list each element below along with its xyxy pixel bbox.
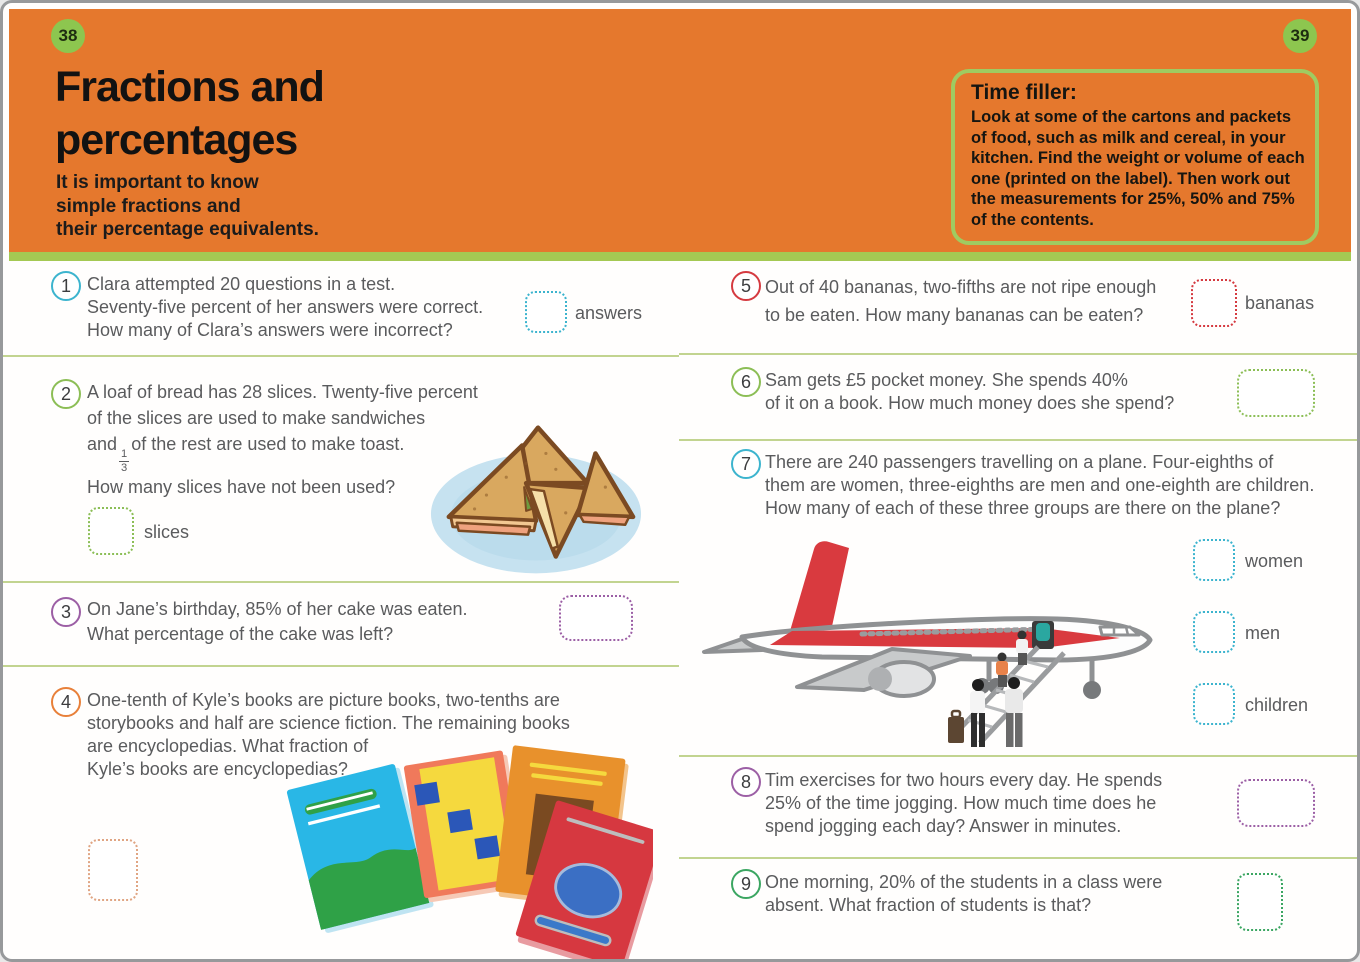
question-line: How many of each of these three groups are there on the plane? (765, 498, 1281, 518)
answer-box-q2[interactable] (88, 507, 134, 555)
fraction-pre-text: and (87, 434, 118, 454)
question-number: 5 (740, 275, 751, 296)
time-filler-line: of food, such as milk and cereal, in your (971, 128, 1286, 147)
time-filler-line: Look at some of the cartons and packets (971, 108, 1291, 126)
fraction-numerator: 1 (119, 449, 129, 462)
question-2-text (87, 379, 478, 500)
header-band (9, 9, 1351, 252)
question-line: to be eaten. How many bananas can be eaten? (765, 305, 1144, 325)
tail-fin (790, 541, 849, 631)
question-8-text (765, 769, 1162, 838)
time-filler-line: of the contents. (971, 210, 1094, 229)
question-5-text (765, 273, 1156, 329)
question-1-text (87, 273, 483, 342)
question-3-text (87, 597, 468, 647)
question-7-number-badge (731, 449, 761, 479)
question-7-text (765, 451, 1314, 520)
question-line: How many of Clara’s answers were incorrect? (87, 320, 453, 340)
question-line: are encyclopedias. What fraction of (87, 736, 369, 756)
question-line: Seventy-five percent of her answers were correct. (87, 297, 484, 317)
divider (3, 581, 679, 583)
answer-box-label-q2: slices (144, 522, 190, 542)
divider (679, 857, 1357, 859)
page-subtitle-line-1: It is important to know (56, 172, 259, 193)
airplane-boarding-illustration (701, 535, 1163, 751)
answer-box-q9[interactable] (1237, 873, 1283, 931)
question-line: On Jane’s birthday, 85% of her cake was eaten. (87, 599, 468, 619)
question-5-number-badge (731, 271, 761, 301)
answer-box-label-children: children (1245, 695, 1309, 715)
divider (3, 355, 679, 357)
page-subtitle-line-3: their percentage equivalents. (56, 219, 319, 240)
question-line: spend jogging each day? Answer in minutes. (765, 816, 1122, 836)
question-line: absent. What fraction of students is that? (765, 895, 1092, 915)
fraction-denominator: 3 (121, 461, 128, 474)
page-number-left: 38 (58, 26, 78, 45)
page-title-line-2: percentages (55, 116, 298, 164)
divider (679, 439, 1357, 441)
time-filler-line: one (printed on the label). Then work out (971, 169, 1290, 188)
page-title (55, 61, 324, 167)
answer-box-q7-children[interactable] (1193, 683, 1235, 725)
answer-box-q6[interactable] (1237, 369, 1315, 417)
question-6-number-badge (731, 367, 761, 397)
question-line: of the slices are used to make sandwiches (87, 408, 426, 428)
question-1-number-badge (51, 271, 81, 301)
question-line: Out of 40 bananas, two-fifths are not ripe enough (765, 277, 1157, 297)
divider (3, 665, 679, 667)
cockpit-windows (1100, 627, 1139, 635)
answer-box-q7-women[interactable] (1193, 539, 1235, 581)
divider (679, 755, 1357, 757)
question-9-text (765, 871, 1162, 917)
question-line: Kyle’s books are encyclopedias? (87, 759, 348, 779)
question-line: 25% of the time jogging. How much time does he (765, 793, 1157, 813)
time-filler-box (951, 69, 1319, 245)
question-4-number-badge (51, 687, 81, 717)
answer-box-q8[interactable] (1237, 779, 1315, 827)
page-subtitle-line-2: simple fractions and (56, 195, 241, 217)
time-filler-line: kitchen. Find the weight or volume of each (971, 149, 1305, 167)
question-line: Tim exercises for two hours every day. He spends (765, 770, 1163, 790)
question-line: storybooks and half are science fiction. The remaining books (87, 713, 570, 733)
fraction-post-text: of the rest are used to make toast. (131, 434, 405, 454)
question-number: 1 (60, 275, 71, 296)
question-number: 2 (60, 383, 71, 404)
answer-box-q5[interactable] (1191, 279, 1237, 327)
question-line: There are 240 passengers travelling on a plane. Four-eighths of (765, 452, 1274, 472)
question-number: 6 (740, 371, 751, 392)
question-line: them are women, three-eighths are men and one-eighth are children. (765, 475, 1315, 495)
question-3-number-badge (51, 597, 81, 627)
answer-box-label-q1: answers (575, 303, 643, 323)
question-number: 9 (740, 873, 751, 894)
question-line: One-tenth of Kyle’s books are picture books, two-tenths are (87, 690, 560, 710)
question-line: One morning, 20% of the students in a class were (765, 872, 1163, 892)
question-line: Clara attempted 20 questions in a test. (87, 274, 396, 294)
header-green-bar (9, 252, 1351, 261)
page-number-badge-left (51, 19, 85, 53)
question-line: A loaf of bread has 28 slices. Twenty-five percent (87, 382, 478, 402)
answer-box-q4[interactable] (88, 839, 138, 901)
question-9-number-badge (731, 869, 761, 899)
fraction-one-third (119, 449, 129, 474)
question-line: of it on a book. How much money does she spend? (765, 393, 1175, 413)
answer-box-q7-men[interactable] (1193, 611, 1235, 653)
question-8-number-badge (731, 767, 761, 797)
question-4-text (87, 689, 570, 781)
question-2-number-badge (51, 379, 81, 409)
question-number: 8 (740, 771, 751, 792)
question-line: Sam gets £5 pocket money. She spends 40% (765, 370, 1128, 390)
question-line: What percentage of the cake was left? (87, 624, 394, 644)
time-filler-title: Time filler: (971, 81, 1077, 104)
answer-box-q3[interactable] (559, 595, 633, 641)
question-number: 4 (60, 691, 71, 712)
divider (679, 353, 1357, 355)
question-line-with-fraction (87, 431, 478, 474)
page-subtitle (56, 171, 319, 242)
question-line: How many slices have not been used? (87, 477, 396, 497)
question-number: 3 (60, 601, 71, 622)
page-title-line-1: Fractions and (55, 63, 324, 111)
answer-box-label-q5: bananas (1245, 293, 1315, 313)
answer-box-label-men: men (1245, 623, 1281, 643)
question-number: 7 (740, 453, 751, 474)
page-number-badge-right (1283, 19, 1317, 53)
question-6-text (765, 369, 1174, 415)
answer-box-q1[interactable] (525, 291, 567, 333)
answer-box-label-women: women (1245, 551, 1304, 571)
time-filler-line: the measurements for 25%, 50% and 75% (971, 190, 1295, 208)
page-number-right: 39 (1290, 26, 1310, 45)
